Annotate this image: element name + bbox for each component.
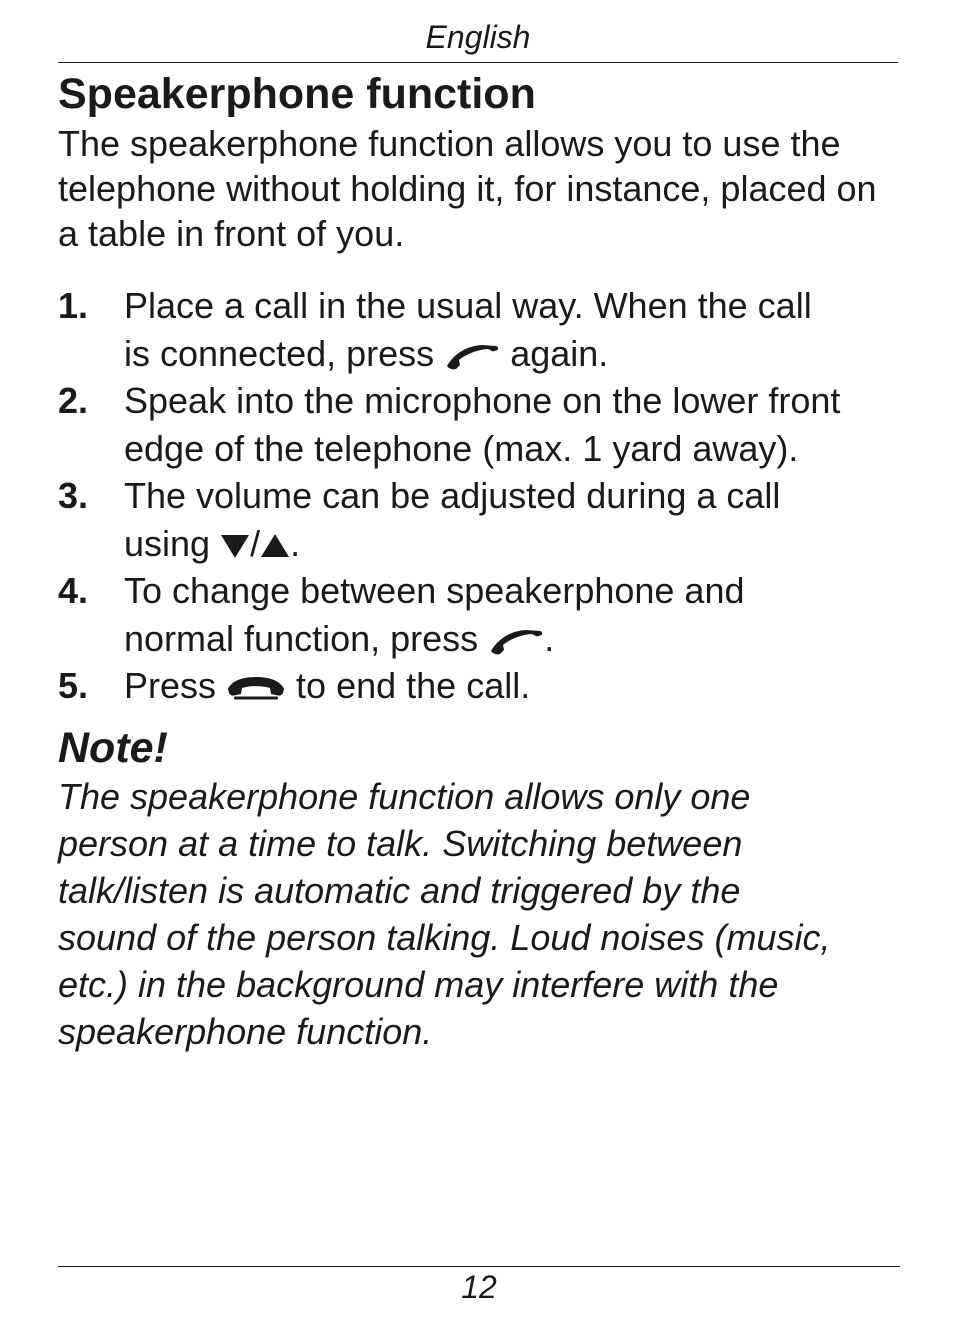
handset-call-icon	[488, 627, 544, 655]
step-text-line: Speak into the microphone on the lower front	[124, 380, 841, 421]
step-text-line: To change between speakerphone and	[124, 570, 745, 611]
step-number: 3.	[58, 475, 89, 516]
note-paragraph	[58, 773, 898, 1055]
note-line: person at a time to talk. Switching between	[58, 823, 743, 864]
step-text-line: .	[544, 617, 555, 659]
step-4	[58, 567, 898, 662]
step-2	[58, 377, 898, 472]
step-3	[58, 472, 898, 567]
volume-separator: /	[250, 522, 261, 564]
handset-end-call-icon	[226, 676, 286, 700]
note-line: The speakerphone function allows only one	[58, 776, 751, 817]
section-title: Speakerphone function	[58, 70, 536, 118]
volume-up-icon	[260, 533, 290, 559]
note-line: talk/listen is automatic and triggered by the	[58, 870, 741, 911]
step-5	[58, 662, 898, 710]
manual-page	[58, 0, 898, 1336]
volume-down-icon	[220, 533, 250, 559]
note-title: Note!	[58, 724, 168, 772]
step-text-line: normal function, press	[124, 617, 479, 659]
step-text-line: is connected, press	[124, 332, 435, 374]
step-number: 2.	[58, 380, 89, 421]
page-number: 12	[461, 1269, 497, 1305]
step-number: 4.	[58, 570, 89, 611]
step-text-line: to end the call.	[286, 665, 531, 706]
step-text-line: Press	[124, 665, 217, 706]
running-header-language: English	[425, 19, 531, 55]
header-divider	[58, 62, 898, 63]
step-text-line: using	[124, 522, 211, 564]
footer-divider	[58, 1266, 900, 1267]
step-text-line: The volume can be adjusted during a call	[124, 475, 781, 516]
step-text-line: .	[290, 522, 301, 564]
handset-call-icon	[444, 342, 500, 370]
note-line: etc.) in the background may interfere with the	[58, 964, 779, 1005]
note-line: speakerphone function.	[58, 1011, 433, 1052]
step-1	[58, 282, 898, 377]
step-text-line: Place a call in the usual way. When the call	[124, 285, 812, 326]
step-text-line: again.	[500, 332, 609, 374]
step-number: 5.	[58, 665, 89, 706]
step-number: 1.	[58, 285, 89, 326]
step-text-line: edge of the telephone (max. 1 yard away).	[124, 427, 799, 469]
intro-paragraph: The speakerphone function allows you to use the telephone without holding it, for instance, placed on a table in front of you.	[58, 123, 877, 254]
note-line: sound of the person talking. Loud noises (music,	[58, 917, 831, 958]
steps-list	[58, 282, 898, 710]
